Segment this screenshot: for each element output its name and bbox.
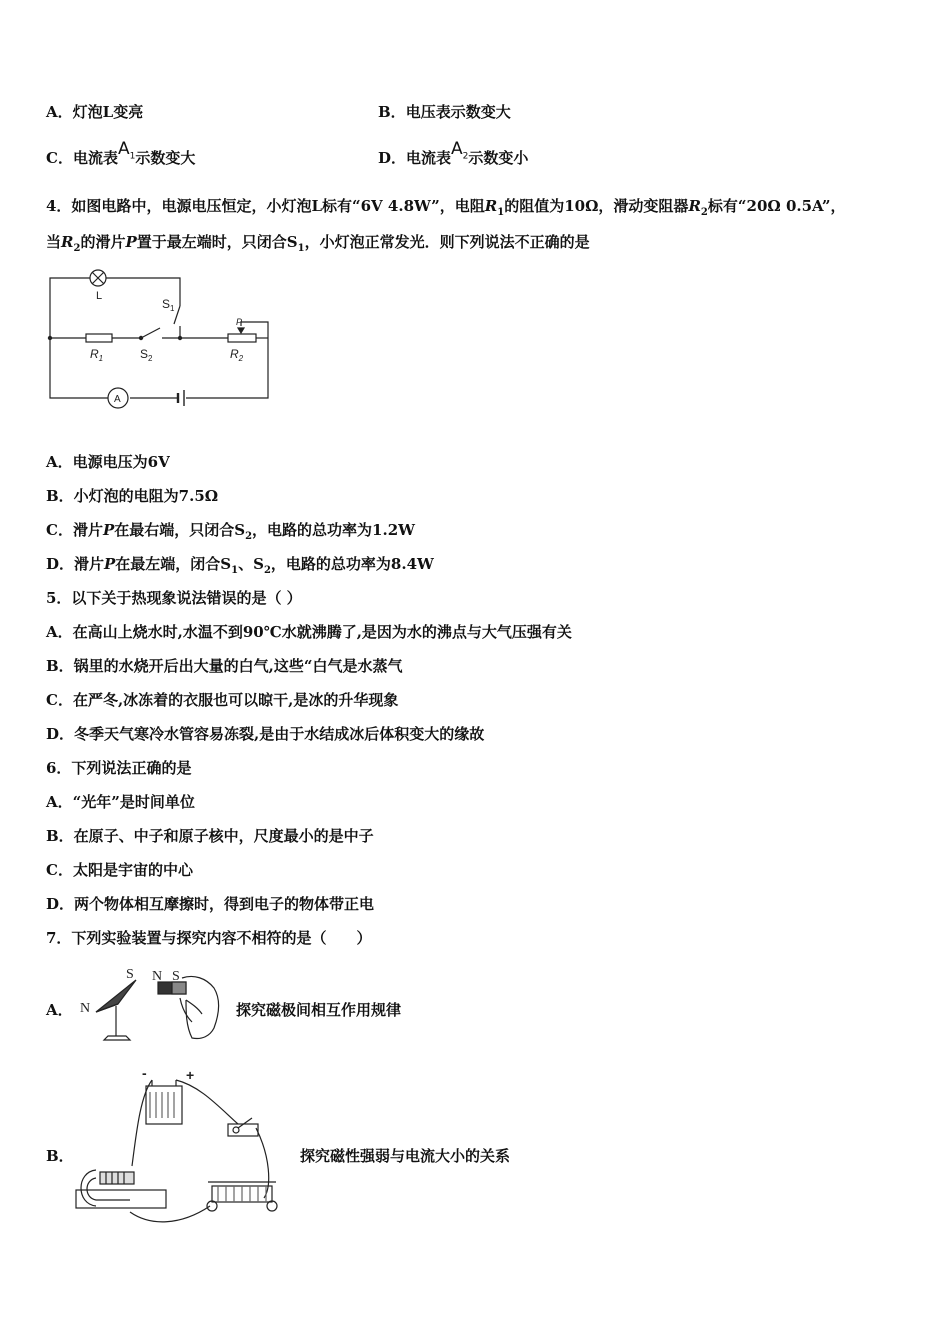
svg-text:S: S bbox=[172, 969, 180, 984]
q3-option-a bbox=[46, 102, 143, 122]
q3-option-c-pre: 电流表 bbox=[72, 149, 118, 167]
q4-option-c: C．滑片P在最右端，只闭合$S_2$，电路的总功率为1.2W bbox=[46, 521, 415, 542]
r1-label: $R_1$ bbox=[90, 347, 104, 363]
q4-option-d: D．滑片P在最左端，闭合$S_1$、$S_2$，电路的总功率为8.4W bbox=[46, 555, 434, 576]
ammeter-a1-symbol: $A_1$ bbox=[117, 139, 136, 162]
q5-option-a: A．在高山上烧水时,水温不到90℃水就沸腾了,是因为水的沸点与大气压强有关 bbox=[46, 623, 572, 641]
q4-circuit-diagram bbox=[44, 266, 276, 416]
q7-option-a-text: 探究磁极间相互作用规律 bbox=[236, 1001, 402, 1019]
svg-text:-: - bbox=[142, 1066, 147, 1081]
rheostat-r2-icon bbox=[228, 334, 256, 342]
q3-option-d-label: D． bbox=[378, 149, 407, 167]
q3-option-a-text: 灯泡L变亮 bbox=[72, 103, 144, 121]
q3-option-d bbox=[378, 139, 529, 175]
q3-option-c bbox=[46, 139, 196, 175]
ammeter-label: A bbox=[114, 394, 121, 405]
q4-stem-line2: 当$R_2$的滑片P置于最左端时，只闭合$S_1$，小灯泡正常发光．则下列说法不正确的是 bbox=[46, 233, 590, 254]
ammeter-a2-symbol: $A_2$ bbox=[451, 139, 469, 162]
battery-icon bbox=[146, 1086, 182, 1124]
q5-option-c: C．在严冬,冰冻着的衣服也可以晾干,是冰的升华现象 bbox=[46, 691, 399, 709]
q5-option-d: D．冬季天气寒冷水管容易冻裂,是由于水结成冰后体积变大的缘故 bbox=[46, 725, 485, 743]
hand-icon bbox=[182, 976, 219, 1038]
lamp-label: L bbox=[96, 290, 103, 302]
q7-option-b-text: 探究磁性强弱与电流大小的关系 bbox=[300, 1147, 511, 1165]
electromagnet-circuit-figure bbox=[70, 1066, 300, 1236]
q6-option-b: B．在原子、中子和原子核中，尺度最小的是中子 bbox=[46, 827, 374, 845]
svg-text:N: N bbox=[80, 1001, 91, 1016]
q4-stem-line1: 4．如图电路中，电源电压恒定，小灯泡L标有“6V 4.8W”，电阻$R_1$的阻值为10Ω，滑动变阻器$R_2$标有“20Ω 0.5A”， bbox=[46, 197, 846, 218]
q3-option-b bbox=[378, 102, 511, 122]
s2-label: $S_2$ bbox=[140, 347, 153, 363]
q3-option-c-post: 示数变大 bbox=[135, 149, 196, 167]
base-board-icon bbox=[76, 1190, 166, 1208]
q4-option-b: B．小灯泡的电阻为7.5Ω bbox=[46, 487, 219, 505]
q6-option-d: D．两个物体相互摩擦时，得到电子的物体带正电 bbox=[46, 895, 375, 913]
resistor-r1-icon bbox=[86, 334, 112, 342]
q7-option-a-label: A． bbox=[46, 1001, 73, 1019]
q3-option-a-label: A． bbox=[46, 103, 73, 121]
s1-label: $S_1$ bbox=[162, 297, 175, 313]
svg-text:N: N bbox=[152, 969, 163, 984]
q6-stem: 6．下列说法正确的是 bbox=[46, 759, 192, 777]
r2-label: $R_2$ bbox=[230, 347, 244, 363]
q3-option-d-post: 示数变小 bbox=[468, 149, 529, 167]
q5-stem: 5．以下关于热现象说法错误的是（ ） bbox=[46, 589, 302, 607]
q7-option-b-label: B． bbox=[46, 1147, 74, 1165]
slider-label: P bbox=[236, 317, 243, 327]
q3-option-b-text: 电压表示数变大 bbox=[405, 103, 511, 121]
magnet-compass-figure bbox=[74, 964, 224, 1046]
q3-option-d-pre: 电流表 bbox=[406, 149, 452, 167]
q4-option-a: A．电源电压为6V bbox=[46, 453, 170, 471]
switch-s2-icon bbox=[141, 328, 160, 338]
q7-stem: 7．下列实验装置与探究内容不相符的是（ ） bbox=[46, 929, 372, 947]
q3-option-c-label: C． bbox=[46, 149, 73, 167]
q6-option-c: C．太阳是宇宙的中心 bbox=[46, 861, 193, 879]
q6-option-a: A．“光年”是时间单位 bbox=[46, 793, 195, 811]
q3-option-b-label: B． bbox=[378, 103, 406, 121]
svg-text:S: S bbox=[126, 967, 134, 982]
svg-text:+: + bbox=[186, 1067, 195, 1083]
q5-option-b: B．锅里的水烧开后出大量的白气,这些“白气是水蒸气 bbox=[46, 657, 403, 675]
